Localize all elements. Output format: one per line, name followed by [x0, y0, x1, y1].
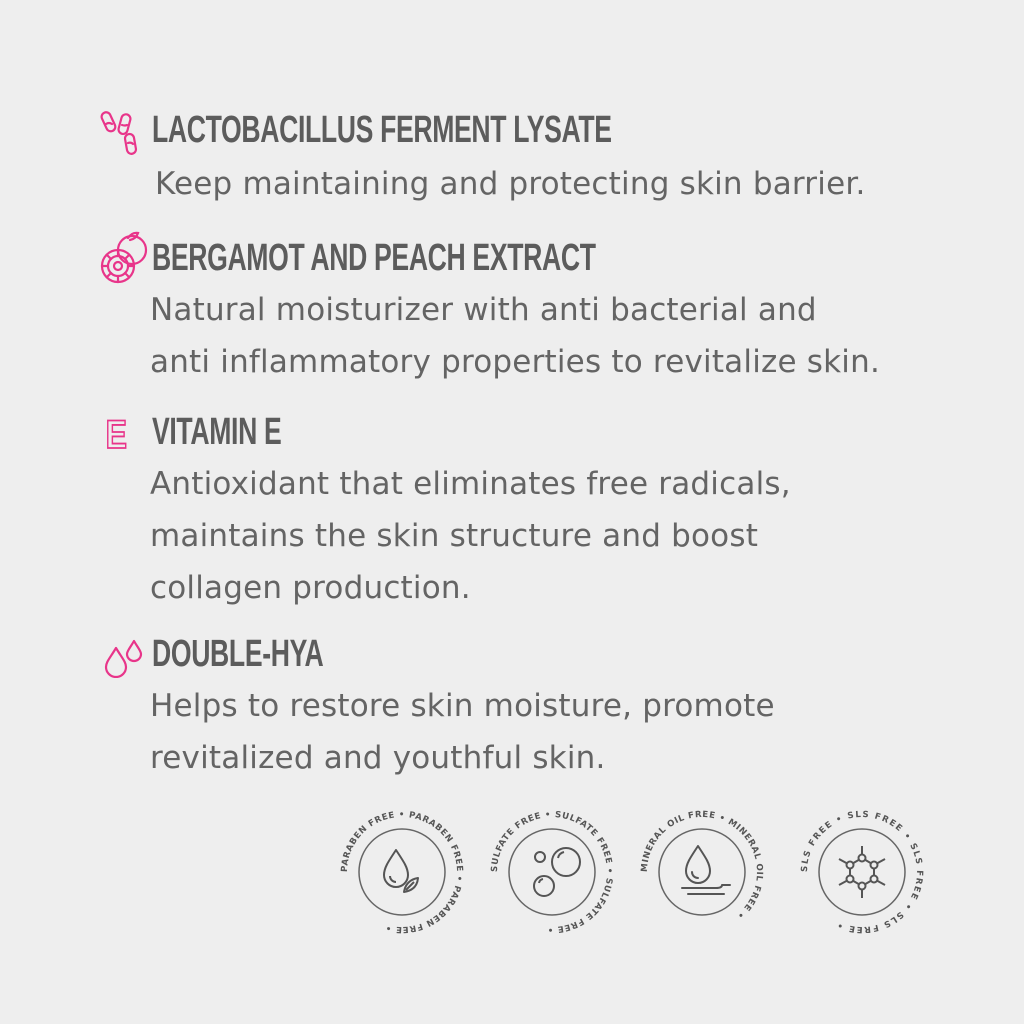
vitamin-e-icon	[104, 414, 140, 454]
description-line: Natural moisturizer with anti bacterial and	[150, 292, 817, 328]
ingredient-title: LACTOBACILLUS FERMENT LYSATE	[152, 109, 612, 151]
bubbles-icon	[534, 848, 580, 896]
description-line: revitalized and youthful skin.	[150, 740, 606, 776]
oil-drop-icon	[682, 846, 730, 894]
bergamot-peach-icon	[98, 230, 154, 286]
ingredient-description	[150, 458, 791, 614]
badge-ring-text: SLS FREE • SLS FREE • SLS FREE • SLS FREE •	[799, 809, 925, 935]
badge-sulfate-free	[482, 802, 622, 942]
ingredient-description	[155, 158, 866, 210]
ingredient-title: VITAMIN E	[152, 411, 282, 453]
badge-paraben-free	[332, 802, 472, 942]
description-line: anti inflammatory properties to revitalize skin.	[150, 344, 881, 380]
badge-ring-text: MINERAL OIL FREE • MINERAL OIL FREE •	[639, 809, 765, 921]
ingredient-description	[150, 680, 775, 784]
badge-sls-free	[792, 802, 932, 942]
molecule-icon	[839, 846, 885, 898]
description-line: Antioxidant that eliminates free radicals,	[150, 466, 791, 502]
ingredient-title: BERGAMOT AND PEACH EXTRACT	[152, 237, 596, 279]
badge-mineral-oil-free	[632, 802, 772, 942]
description-line: Keep maintaining and protecting skin barrier.	[155, 166, 866, 202]
description-line: maintains the skin structure and boost	[150, 518, 759, 554]
svg-text:MINERAL OIL FREE • MINERAL OIL	[640, 810, 764, 920]
badge-ring-text: SULFATE FREE • SULFATE FREE • SULFATE FREE •	[489, 809, 615, 935]
description-line: collagen production.	[150, 570, 471, 606]
svg-text:E: E	[105, 414, 127, 454]
badge-ring-text: PARABEN FREE • PARABEN FREE • PARABEN FREE •	[339, 809, 465, 935]
drop-leaf-icon	[384, 850, 418, 892]
water-drops-icon	[102, 638, 146, 678]
ingredient-title: DOUBLE-HYA	[152, 633, 324, 675]
lactobacillus-icon	[100, 110, 148, 156]
ingredient-description	[150, 284, 880, 388]
description-line: Helps to restore skin moisture, promote	[150, 688, 775, 724]
